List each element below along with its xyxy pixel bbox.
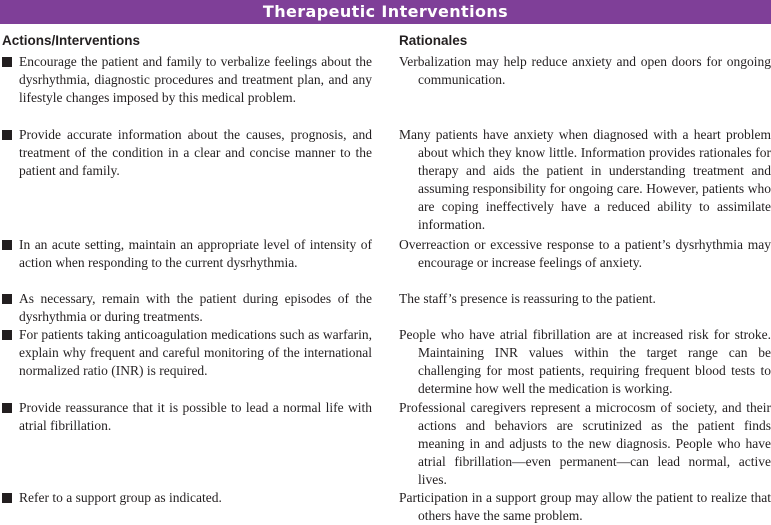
rationales-column-header: Rationales <box>399 33 468 48</box>
intervention-text: As necessary, remain with the patient during episodes of the dysrhythmia or during treatments. <box>19 291 372 324</box>
square-bullet-icon <box>2 130 12 140</box>
intervention-text: For patients taking anticoagulation medications such as warfarin, explain why frequent and careful monitoring of the international normalized ratio (INR) is required. <box>19 327 372 378</box>
intervention-item <box>0 399 372 435</box>
intervention-text: In an acute setting, maintain an appropriate level of intensity of action when responding to the current dysrhythmia. <box>19 237 372 270</box>
rationale-text: Many patients have anxiety when diagnosed with a heart problem about which they know little. Information provides rationales for therapy and aids the patient in understanding treatment and assuming responsibility for ongoing care. However, patients who are coping ineffectively have a reduced ability to assimilate information. <box>399 127 771 232</box>
square-bullet-icon <box>2 493 12 503</box>
intervention-item <box>0 290 372 326</box>
square-bullet-icon <box>2 330 12 340</box>
intervention-item <box>0 126 372 180</box>
rationale-text: People who have atrial fibrillation are at increased risk for stroke. Maintaining INR values within the target range can be challenging for most patients, requiring frequent blood tests to determine how well the medication is working. <box>399 327 771 396</box>
rationale-text: Participation in a support group may allow the patient to realize that others have the same problem. <box>399 490 771 523</box>
intervention-item <box>0 53 372 107</box>
rationale-text: Professional caregivers represent a microcosm of society, and their actions and behaviors are scrutinized as the patient finds meaning in and adjusts to the new diagnosis. People who have atrial fibrillation—even permanent—can lead normal, active lives. <box>399 400 771 487</box>
square-bullet-icon <box>2 240 12 250</box>
square-bullet-icon <box>2 403 12 413</box>
rationale-text: Verbalization may help reduce anxiety and open doors for ongoing communication. <box>399 54 771 87</box>
intervention-item <box>0 236 372 272</box>
section-title-banner: Therapeutic Interventions <box>0 0 771 24</box>
actions-column-header: Actions/Interventions <box>2 33 141 48</box>
intervention-item <box>0 326 372 380</box>
square-bullet-icon <box>2 294 12 304</box>
intervention-text: Refer to a support group as indicated. <box>19 490 222 505</box>
intervention-text: Provide accurate information about the causes, prognosis, and treatment of the condition in a clear and concise manner to the patient and family. <box>19 127 372 178</box>
intervention-item <box>0 489 372 507</box>
intervention-text: Encourage the patient and family to verbalize feelings about the dysrhythmia, diagnostic procedures and treatment plan, and any lifestyle changes imposed by this medical problem. <box>19 54 372 105</box>
rationale-text: Overreaction or excessive response to a patient’s dysrhythmia may encourage or increase feelings of anxiety. <box>399 237 771 270</box>
rationale-text: The staff’s presence is reassuring to the patient. <box>399 291 656 306</box>
square-bullet-icon <box>2 57 12 67</box>
intervention-text: Provide reassurance that it is possible to lead a normal life with atrial fibrillation. <box>19 400 372 433</box>
